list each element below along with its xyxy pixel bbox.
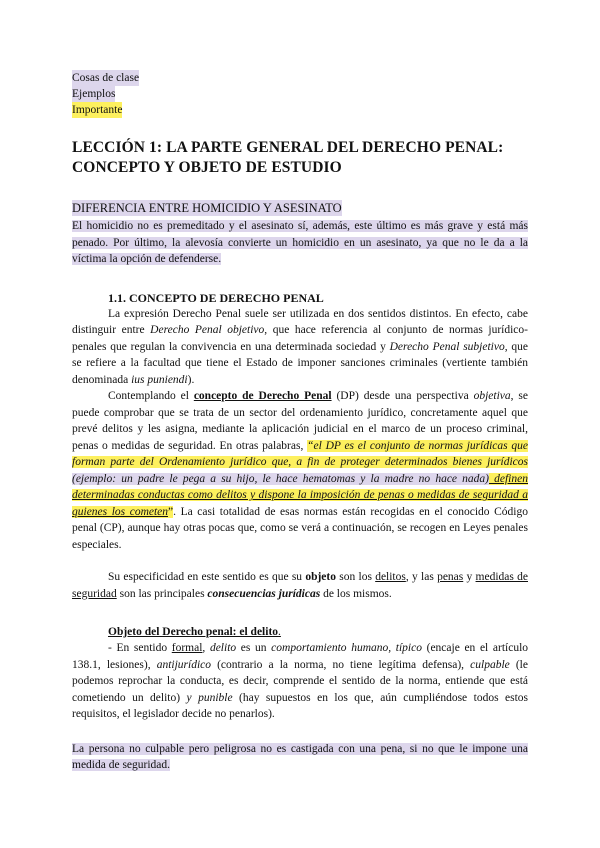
term-punishable: y punible	[186, 691, 233, 704]
text-run: - En sentido	[108, 642, 172, 654]
example-inline: (ejemplo: un padre le pega a su hijo, le hace hematomas y la madre no hace nada)	[72, 472, 489, 485]
lesson-title: LECCIÓN 1: LA PARTE GENERAL DEL DERECHO PENAL: CONCEPTO Y OBJETO DE ESTUDIO	[72, 139, 504, 176]
text-run: es un	[236, 642, 272, 654]
term-objective: objetiva	[473, 390, 511, 402]
term-crimes: delitos	[375, 571, 406, 583]
object-paragraph	[72, 640, 528, 723]
term-subjective-law: Derecho Penal subjetivo	[389, 340, 505, 353]
concept-paragraph-3	[72, 569, 528, 602]
text-run: (hay supuestos en los que, aún cumpliéndose todos estos requisitos, el legislador decide no penarlos).	[72, 691, 528, 720]
concept-paragraph-2	[72, 388, 528, 553]
text-run: (encaje en el artículo 138.1, lesiones),	[72, 642, 529, 671]
concept-heading: 1.1. CONCEPTO DE DERECHO PENAL	[108, 290, 324, 305]
text-run: de los mismos.	[320, 587, 392, 600]
difference-title: DIFERENCIA ENTRE HOMICIDIO Y ASESINATO	[72, 201, 342, 215]
text-run: son las principales	[116, 587, 208, 600]
legend-class-notes: Cosas de clase	[72, 72, 140, 84]
legend-examples: Ejemplos	[72, 88, 116, 100]
highlight-legend	[72, 70, 528, 118]
term-unlawful: antijurídico	[156, 658, 211, 671]
final-note-text: La persona no culpable pero peligrosa no es castigada con una pena, si no que le impone una medida de seguridad.	[72, 742, 528, 771]
definition-quote: “el DP es el conjunto de normas jurídicas que forman parte del Ordenamiento jurídico que, a fin de proteger determinados bienes jurídicos	[72, 439, 528, 468]
text-run: , y las	[405, 571, 438, 583]
text-run: , se puede comprobar que se trata de un sector del ordenamiento jurídico, concretamente aquel que prevé delitos y les asigna, mediante la aplicación judicial en el marco de un proceso criminal, penas o medidas de seguridad. En otras palabras,	[72, 390, 528, 452]
term-object: objeto	[305, 571, 336, 583]
term-culpable: culpable	[470, 658, 510, 671]
text-run: , que hace referencia al conjunto de normas jurídico-penales que regulan la convivencia en una determinada sociedad y	[72, 324, 528, 353]
term-ius-puniendi: ius puniendi	[131, 373, 188, 386]
term-legal-consequences: consecuencias jurídicas	[207, 587, 321, 600]
legend-important: Importante	[72, 104, 123, 116]
difference-text	[72, 218, 528, 268]
text-run: y	[463, 571, 476, 583]
text-run: La expresión Derecho Penal suele ser utilizada en dos sentidos distintos. En efecto, cabe distinguir entre	[72, 307, 528, 336]
final-note	[72, 741, 528, 774]
object-heading-text: Objeto del Derecho penal: el delito	[108, 626, 279, 638]
text-run: ).	[187, 373, 195, 386]
term-concept-criminal-law: concepto de Derecho Penal	[193, 390, 332, 402]
text-run: son los	[335, 571, 376, 583]
text-run: Su especificidad en este sentido es que su	[108, 571, 306, 583]
text-run: , que se refiere a la facultad que tiene el Estado de imponer sanciones criminales (vertiente también denominada	[72, 340, 528, 386]
difference-text-span: El homicidio no es premeditado y el asesinato sí, además, este último es más grave y está más penado. Por último, la alevosía convierte un homicidio en un asesinato, ya que no le da a la víctima la opción de defenderse.	[72, 220, 528, 265]
object-heading-dot: .	[278, 626, 281, 638]
term-human-behavior: comportamiento humano, típico	[271, 642, 422, 654]
text-run: (DP) desde una perspectiva	[331, 390, 474, 402]
definition-quote-end: definen determinadas conductas como delitos y dispone la imposición de penas o medidas de seguridad a quienes los cometen	[72, 472, 528, 518]
term-security-measures: medidas de seguridad	[72, 571, 528, 600]
term-objective-law: Derecho Penal objetivo	[150, 324, 265, 336]
object-heading	[108, 624, 528, 640]
term-penalties: penas	[437, 571, 464, 583]
text-run: . La casi totalidad de esas normas están recogidas en el conocido Código penal (CP), aunque hay otras pocas que, como se verá a continuación, se recogen en Leyes penales especiales.	[72, 505, 528, 551]
text-run: (le podemos reprochar la conducta, es decir, comprende el sentido de la norma, entiende que está cometiendo un delito)	[72, 658, 528, 704]
term-formal: formal	[171, 642, 203, 654]
text-run: (contrario a la norma, no tiene legítima defensa),	[211, 658, 471, 671]
page-content	[72, 70, 528, 774]
spacer	[72, 553, 528, 569]
quote-close: ”	[168, 505, 174, 518]
text-run: Contemplando el	[108, 390, 194, 402]
concept-paragraph-1	[72, 306, 528, 389]
term-delito: delito	[209, 642, 237, 654]
text-run: ,	[202, 642, 210, 654]
